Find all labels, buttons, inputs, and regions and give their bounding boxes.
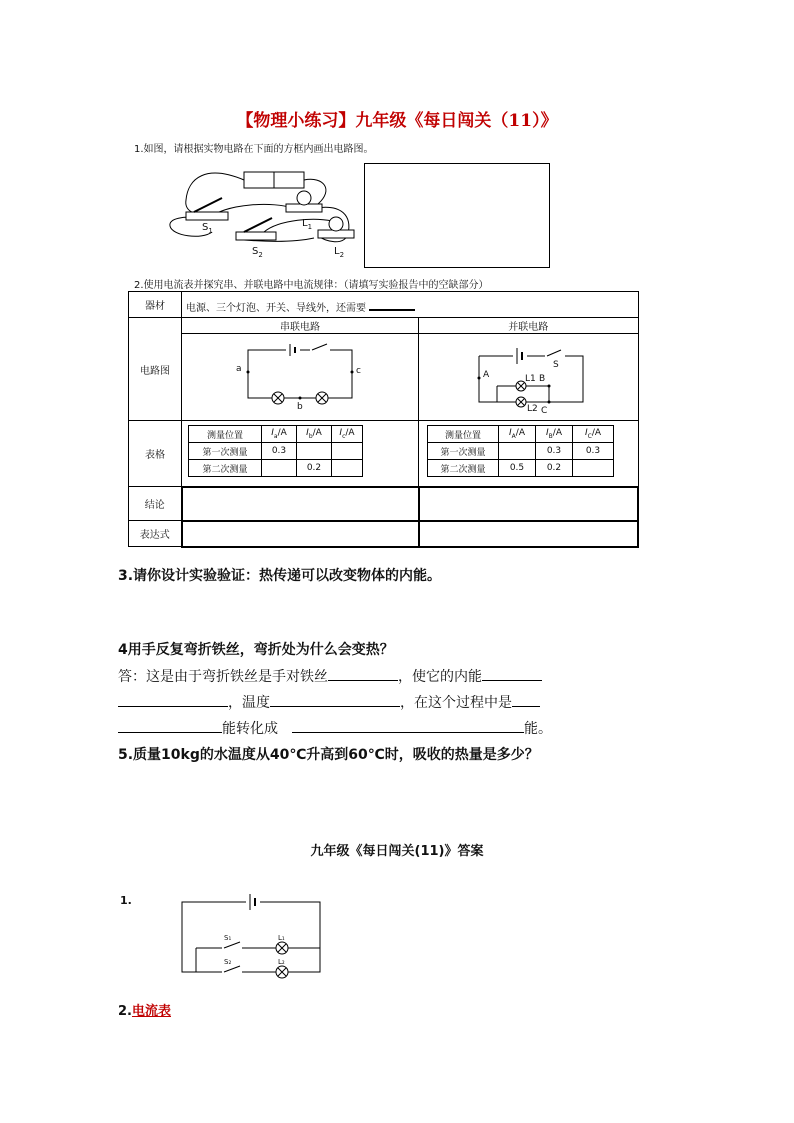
answer-2-text: 电流表 (131, 1004, 171, 1019)
parallel-switch-S: S (553, 360, 559, 370)
series-col-ia: $I_a/A$ (262, 426, 297, 443)
question-5-text: 5.质量10kg的水温度从40℃升高到60℃时，吸收的热量是多少？ (118, 747, 539, 763)
series-conclusion-input[interactable] (182, 487, 419, 521)
parallel-point-A: A (483, 370, 490, 380)
series-r1-ia: 0.3 (262, 443, 297, 460)
series-r2-ic[interactable] (332, 460, 363, 477)
parallel-col-ic: $I_C/A$ (573, 426, 614, 443)
parallel-measure-table (427, 425, 614, 477)
question-3-text: 3.请你设计实验验证：热传递可以改变物体的内能。 (118, 568, 442, 584)
physical-circuit-illustration (166, 160, 362, 266)
parallel-r2-label: 第二次测量 (428, 460, 499, 477)
question-1-text: 1.如图，请根据实物电路在下面的方框内画出电路图。 (134, 144, 374, 155)
equipment-label: 器材 (129, 292, 182, 318)
parallel-conclusion-input[interactable] (419, 487, 639, 521)
series-col-ib: $I_b/A$ (297, 426, 332, 443)
parallel-lamp-L2: L2 (527, 404, 538, 414)
series-r1-label: 第一次测量 (189, 443, 262, 460)
blank-2[interactable] (482, 666, 542, 681)
series-r1-ib[interactable] (297, 443, 332, 460)
parallel-r2-ia: 0.5 (499, 460, 536, 477)
label-s1: $S_1$ (202, 222, 213, 235)
answer-circuit-diagram (176, 892, 326, 982)
series-header: 串联电路 (182, 318, 419, 334)
parallel-r2-ic[interactable] (573, 460, 614, 477)
label-l2: $L_2$ (334, 246, 345, 259)
series-point-c: c (356, 366, 361, 376)
parallel-table-cell (419, 421, 639, 487)
equipment-cell (182, 292, 639, 318)
circuit-drawing-box[interactable] (364, 163, 550, 268)
series-r1-ic[interactable] (332, 443, 363, 460)
series-col-position: 测量位置 (189, 426, 262, 443)
circuit-diagram-label: 电路图 (129, 318, 182, 421)
series-r2-label: 第二次测量 (189, 460, 262, 477)
equipment-blank[interactable] (369, 295, 415, 311)
blank-6[interactable] (118, 718, 222, 733)
parallel-r1-ia[interactable] (499, 443, 536, 460)
page-title: 【物理小练习】九年级《每日闯关（11）》 (236, 111, 558, 131)
blank-5[interactable] (512, 692, 540, 707)
series-r2-ib: 0.2 (297, 460, 332, 477)
blank-4[interactable] (270, 692, 400, 707)
table-row (428, 460, 614, 477)
equipment-text: 电源、三个灯泡、开关、导线外，还需要 (186, 303, 366, 314)
answer-2-number: 2. (118, 1004, 132, 1019)
table-row (189, 460, 363, 477)
parallel-point-C: C (541, 406, 548, 416)
question-4-answer-line-2: ，温度 ，在这个过程中是 (118, 692, 540, 712)
parallel-r1-ic: 0.3 (573, 443, 614, 460)
series-point-a: a (236, 364, 242, 374)
answer-2 (118, 1000, 171, 1019)
blank-3[interactable] (118, 692, 228, 707)
expression-label: 表达式 (129, 521, 182, 547)
parallel-r2-ib: 0.2 (536, 460, 573, 477)
answer-label-s2: S₂ (224, 958, 232, 966)
table-row (189, 443, 363, 460)
series-circuit-cell (182, 334, 419, 421)
parallel-header: 并联电路 (419, 318, 639, 334)
question-4-answer-line-3: 能转化成 能。 (118, 718, 552, 738)
series-measure-table (188, 425, 363, 477)
experiment-report-table (128, 291, 639, 548)
question-4-text: 4用手反复弯折铁丝，弯折处为什么会变热？ (118, 642, 394, 658)
answers-title: 九年级《每日闯关(11)》答案 (310, 844, 484, 859)
series-r2-ia[interactable] (262, 460, 297, 477)
parallel-col-ia: $I_A/A$ (499, 426, 536, 443)
label-s2: $S_2$ (252, 246, 263, 259)
blank-7[interactable] (292, 718, 524, 733)
blank-1[interactable] (328, 666, 398, 681)
parallel-r1-ib: 0.3 (536, 443, 573, 460)
series-point-b: b (297, 402, 303, 412)
answer-label-s1: S₁ (224, 934, 232, 942)
parallel-lamp-L1: L1 (525, 374, 536, 384)
parallel-r1-label: 第一次测量 (428, 443, 499, 460)
answer-label-l1: L₁ (278, 934, 285, 942)
conclusion-label: 结论 (129, 487, 182, 521)
parallel-col-ib: $I_B/A$ (536, 426, 573, 443)
parallel-col-position: 测量位置 (428, 426, 499, 443)
answer-label-l2: L₂ (278, 958, 285, 966)
question-2-text: 2.使用电流表并探究串、并联电路中电流规律：（请填写实验报告中的空缺部分） (134, 280, 489, 291)
question-4-answer-line-1: 答：这是由于弯折铁丝是手对铁丝 ，使它的内能 (118, 666, 542, 686)
table-row (428, 443, 614, 460)
parallel-point-B: B (539, 374, 546, 384)
parallel-circuit-cell (419, 334, 639, 421)
series-col-ic: $I_c/A$ (332, 426, 363, 443)
label-l1: $L_1$ (302, 218, 313, 231)
parallel-expression-input[interactable] (419, 521, 639, 547)
series-table-cell (182, 421, 419, 487)
answer-1-number: 1. (120, 894, 132, 907)
table-label: 表格 (129, 421, 182, 487)
series-expression-input[interactable] (182, 521, 419, 547)
